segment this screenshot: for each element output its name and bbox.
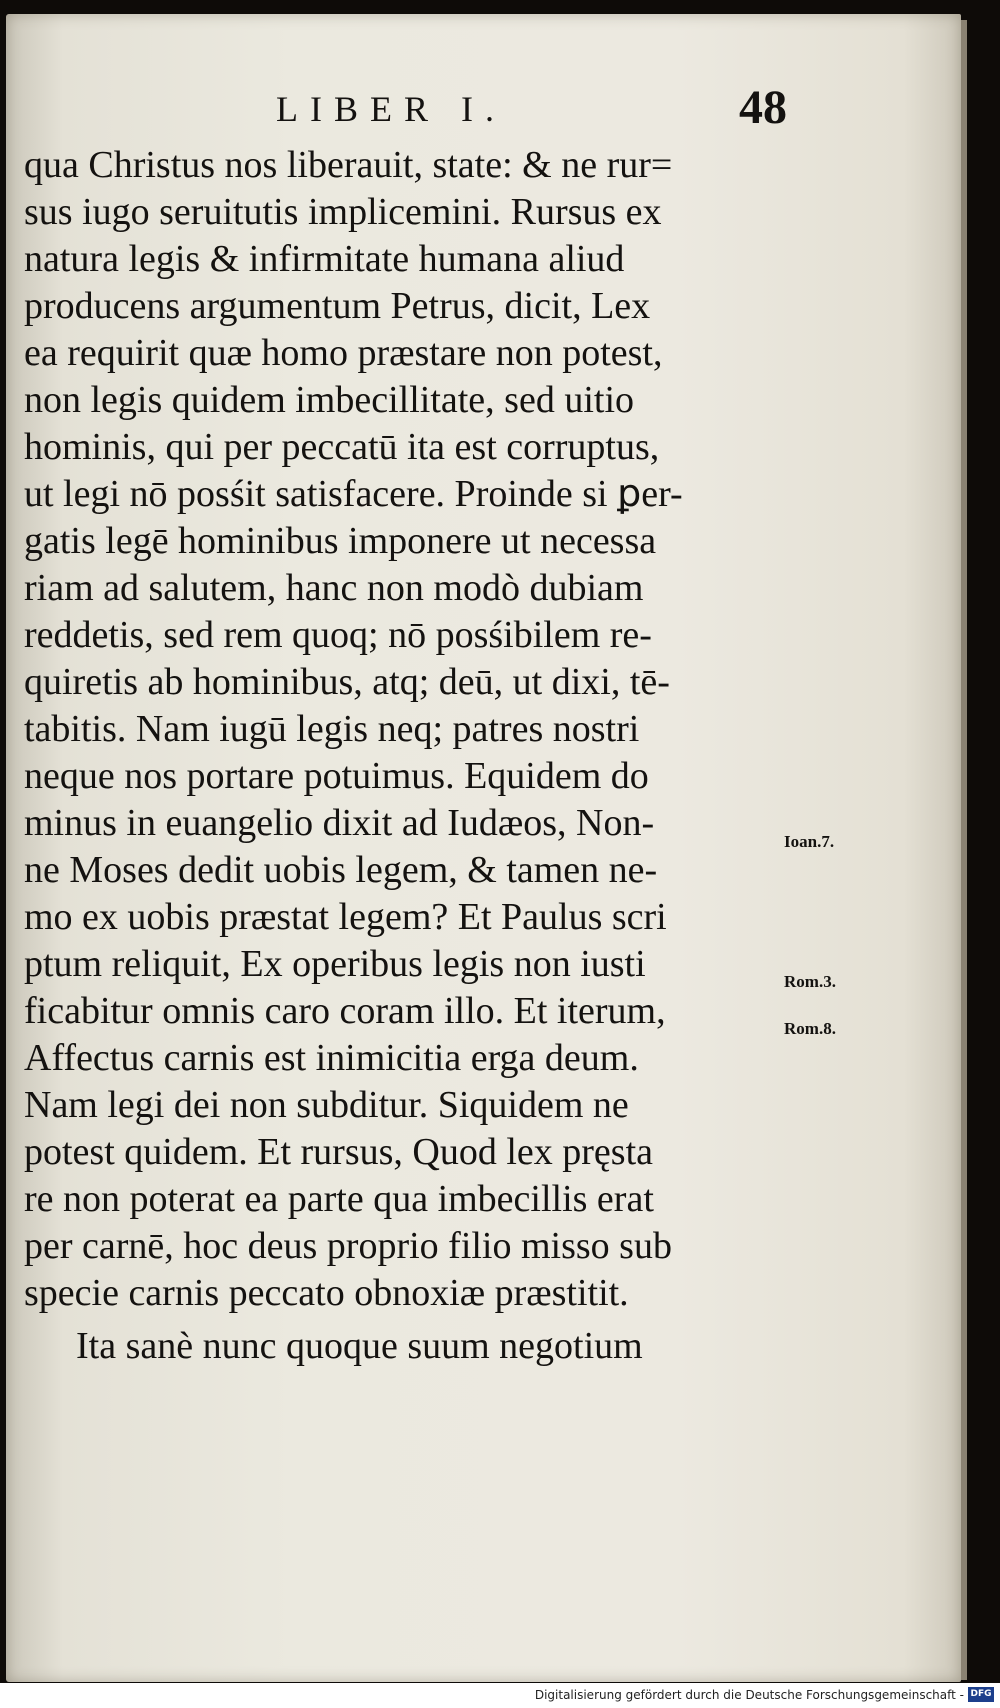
funding-credit: Digitalisierung gefördert durch die Deutsche Forschungsgemeinschaft - bbox=[534, 1688, 964, 1702]
text-line: ficabitur omnis caro coram illo. Et iterum, bbox=[24, 990, 666, 1032]
text-line: producens argumentum Petrus, dicit, Lex bbox=[24, 285, 651, 327]
margin-note-rom-3: Rom.3. bbox=[784, 972, 836, 991]
text-line: ea requirit quæ homo præstare non potest, bbox=[24, 332, 663, 374]
text-line: mo ex uobis præstat legem? Et Paulus scri bbox=[24, 896, 667, 938]
text-line: riam ad salutem, hanc non modò dubiam bbox=[24, 567, 644, 609]
text-line: natura legis & infirmitate humana aliud bbox=[24, 238, 625, 280]
text-line-indented: Ita sanè nunc quoque suum negotium bbox=[76, 1325, 643, 1367]
text-line: ne Moses dedit uobis legem, & tamen ne- bbox=[24, 849, 658, 891]
text-line: Affectus carnis est inimicitia erga deum. bbox=[24, 1037, 639, 1079]
text-line: per carnē, hoc deus proprio filio misso sub bbox=[24, 1225, 672, 1267]
page-number: 48 bbox=[739, 81, 787, 134]
book-page bbox=[6, 14, 961, 1682]
margin-note-rom-8: Rom.8. bbox=[784, 1019, 836, 1038]
text-line: hominis, qui per peccatū ita est corruptus, bbox=[24, 426, 660, 468]
text-line: potest quidem. Et rursus, Quod lex pręsta bbox=[24, 1131, 654, 1173]
text-line: qua Christus nos liberauit, state: & ne rur= bbox=[24, 144, 673, 186]
text-line: reddetis, sed rem quoq; nō posśibilem re- bbox=[24, 614, 652, 656]
text-line: neque nos portare potuimus. Equidem do bbox=[24, 755, 649, 797]
text-line: minus in euangelio dixit ad Iudæos, Non- bbox=[24, 802, 655, 844]
body-text bbox=[24, 142, 794, 1370]
text-line: non legis quidem imbecillitate, sed uitio bbox=[24, 379, 635, 421]
text-line: ut legi nō posśit satisfacere. Proinde si ꝑer- bbox=[24, 473, 683, 515]
page-edge bbox=[961, 20, 967, 1680]
text-line: gatis legē hominibus imponere ut necessa bbox=[24, 520, 657, 562]
margin-note-ioan: Ioan.7. bbox=[784, 832, 835, 851]
running-head: LIBER I. bbox=[276, 89, 506, 129]
dfg-logo: DFG bbox=[968, 1687, 994, 1702]
text-line: quiretis ab hominibus, atq; deū, ut dixi, tē- bbox=[24, 661, 670, 703]
text-line: specie carnis peccato obnoxiæ præstitit. bbox=[24, 1272, 629, 1314]
text-line: Nam legi dei non subditur. Siquidem ne bbox=[24, 1084, 629, 1126]
text-line: re non poterat ea parte qua imbecillis erat bbox=[24, 1178, 654, 1220]
footer-bar bbox=[0, 1683, 1000, 1708]
text-line: sus iugo seruitutis implicemini. Rursus ex bbox=[24, 191, 662, 233]
text-line: ptum reliquit, Ex operibus legis non iusti bbox=[24, 943, 646, 985]
page-header bbox=[6, 80, 961, 140]
text-line: tabitis. Nam iugū legis neq; patres nostri bbox=[24, 708, 640, 750]
